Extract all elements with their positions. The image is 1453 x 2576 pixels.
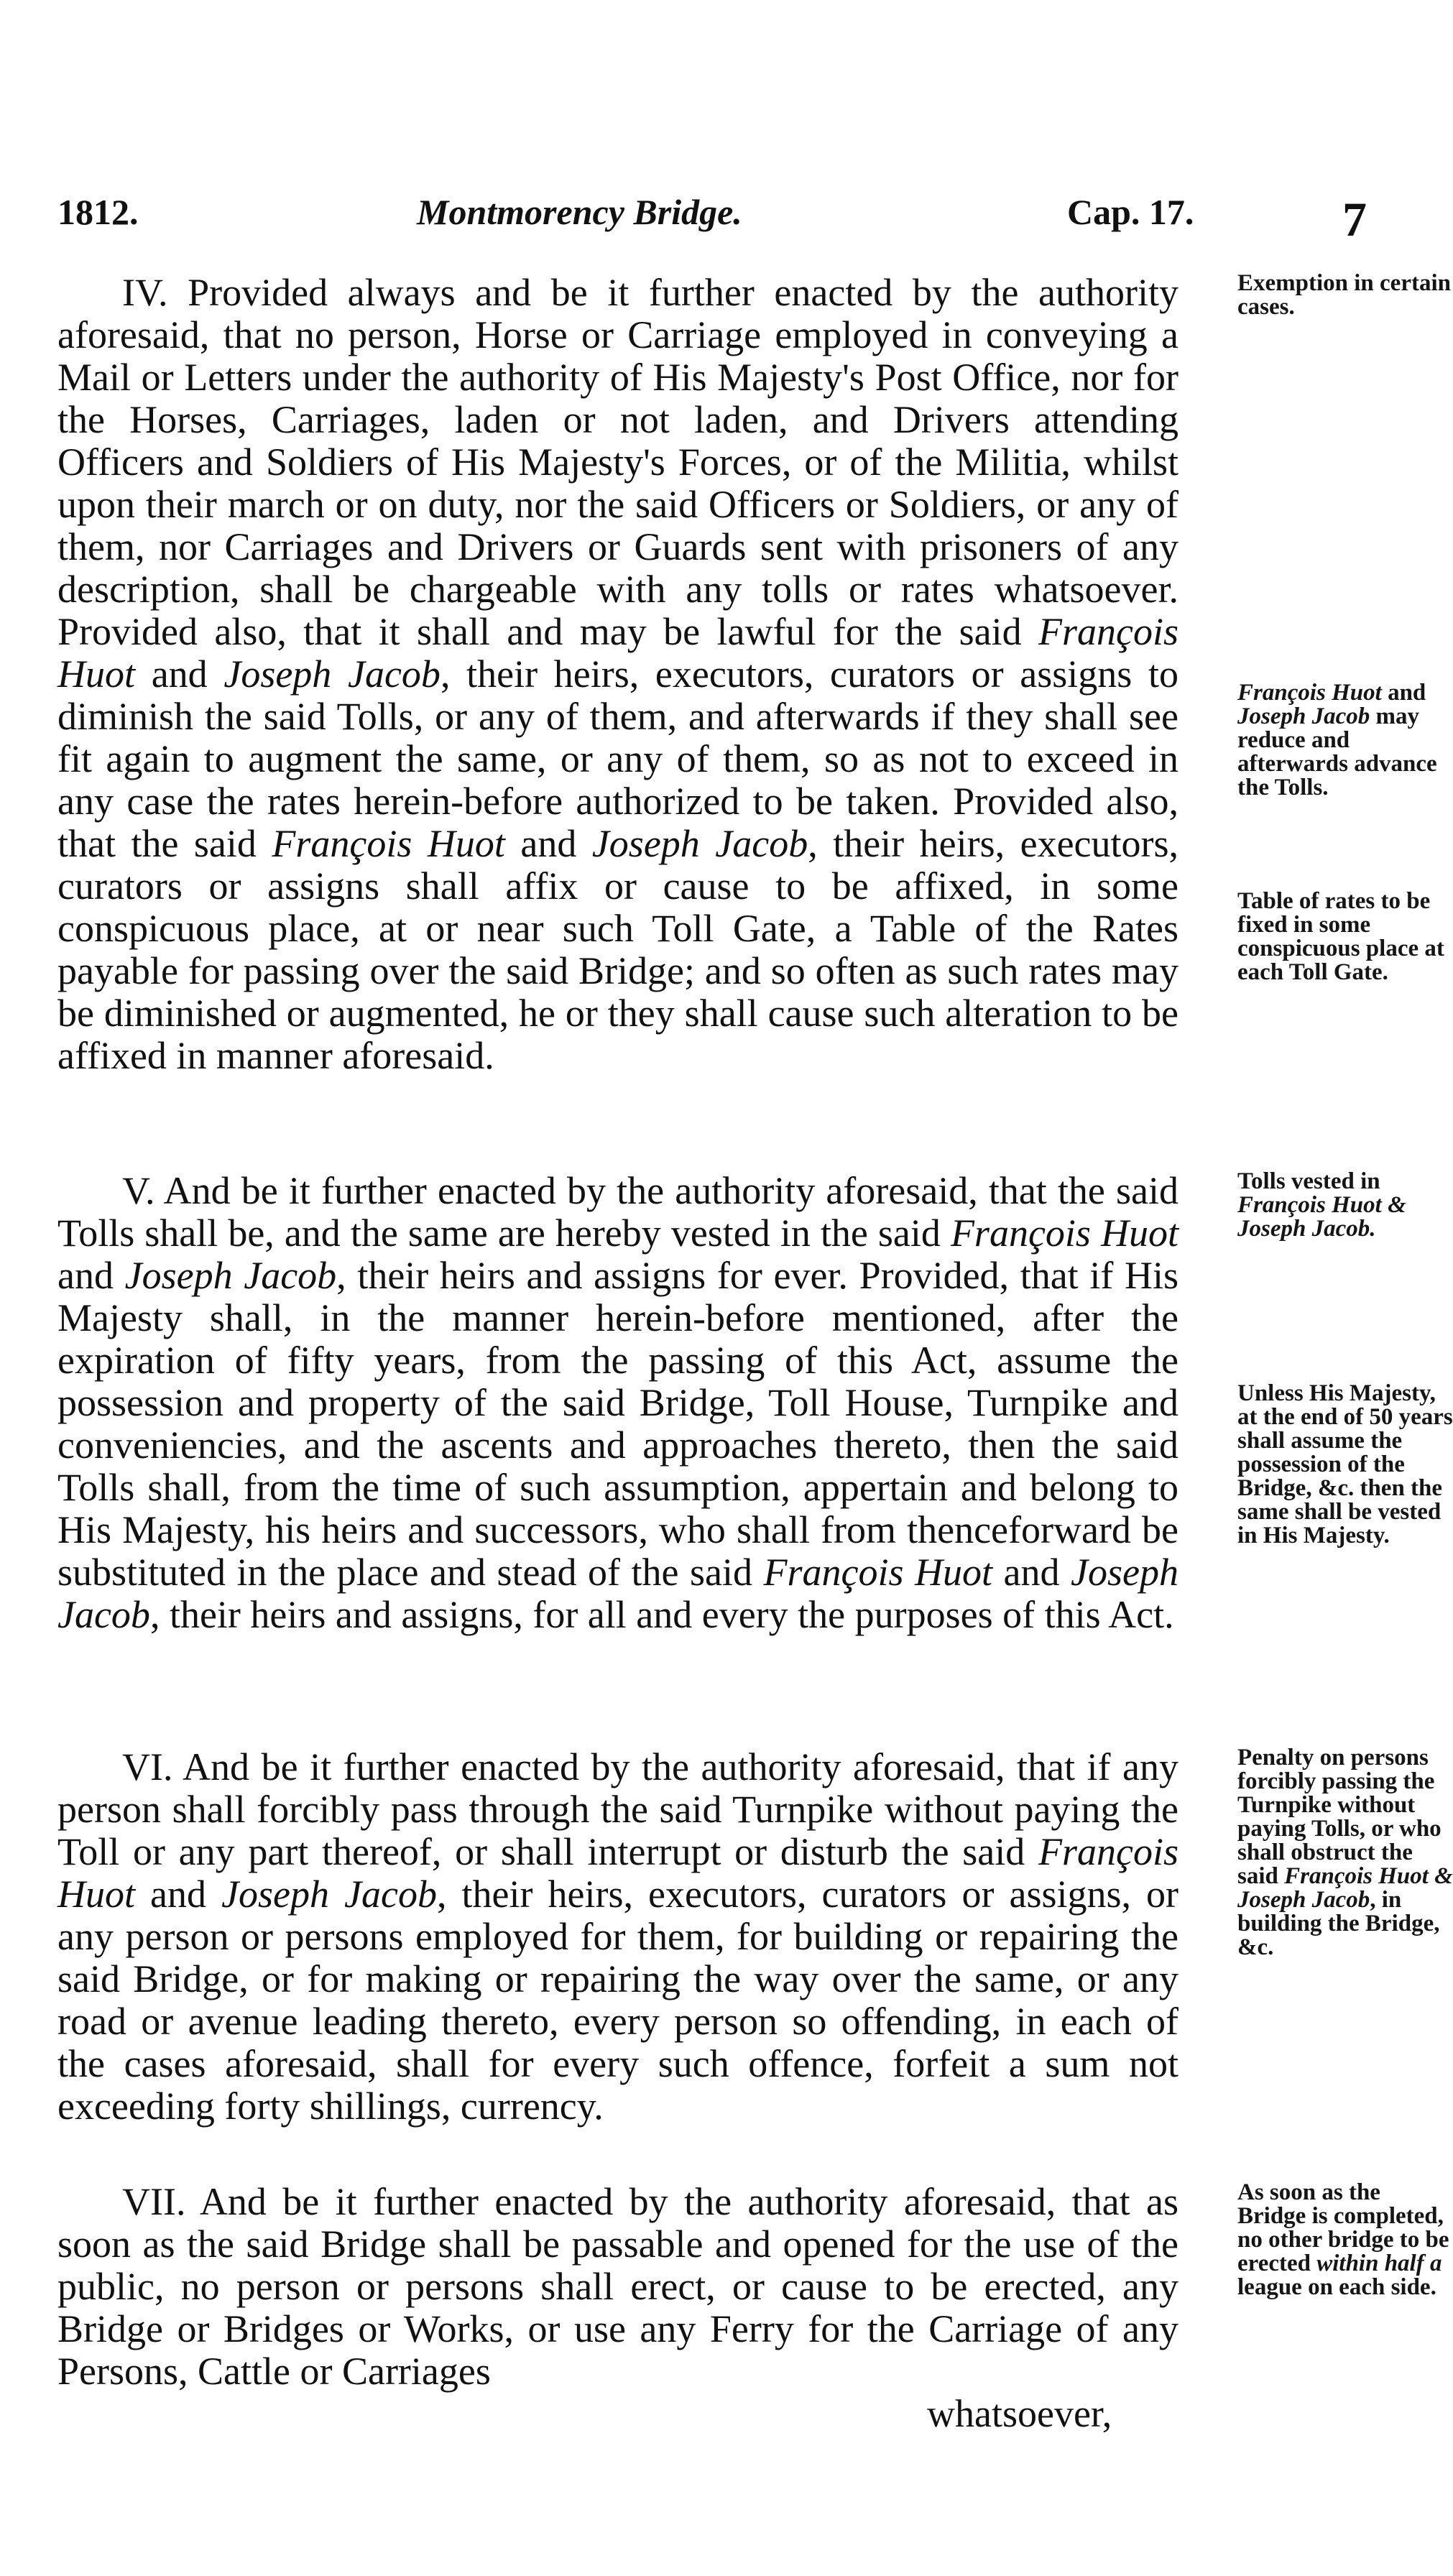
margin-note: Unless His Majesty, at the end of 50 years shall assume the possession of the Bridge, &c. then the same shall be vested in His Majesty.: [1237, 1380, 1453, 1548]
section-iv: [57, 270, 1451, 1077]
running-header: [57, 191, 1387, 256]
margin-note: As soon as the Bridge is completed, no other bridge to be erected within half a league on each side.: [1237, 2179, 1449, 2300]
margin-note: Tolls vested in François Huot & Joseph Jacob.: [1237, 1168, 1406, 1242]
header-title: Montmorency Bridge.: [417, 192, 742, 232]
section-vii: [57, 2179, 1449, 2393]
margin-note: Exemption in certain cases.: [1237, 270, 1451, 320]
margin-note: Table of rates to be fixed in some conspicuous place at each Toll Gate.: [1237, 888, 1444, 985]
section-body: IV. Provided always and be it further enacted by the authority aforesaid, that no person, Horse or Carriage employed in conveying a Mail or Letters under the authority of His Majesty's Post Office, nor for the Horses, Carriages, laden or not laden, and Drivers attending Officers and Soldiers of His Majesty's Forces, or of the Militia, whilst upon their march or on duty, nor the said Officers or Soldiers, or any of them, nor Carriages and Drivers or Guards sent with prisoners of any description, shall be chargeable with any tolls or rates whatsoever. Provided also, that it shall and may be lawful for the said François Huot and Joseph Jacob, their heirs, executors, curators or assigns to diminish the said Tolls, or any of them, and afterwards if they shall see fit again to augment the same, or any of them, so as not to exceed in any case the rates herein-before authorized to be taken. Provided also, that the said François Huot and Joseph Jacob, their heirs, executors, curators or assigns shall affix or cause to be affixed, in some conspicuous place, at or near such Toll Gate, a Table of the Rates payable for passing over the said Bridge; and so often as such rates may be diminished or augmented, he or they shall cause such alteration to be affixed in manner aforesaid.: [57, 271, 1179, 1077]
section-body: V. And be it further enacted by the authority aforesaid, that the said Tolls shall be, and the same are hereby vested in the said François Huot and Joseph Jacob, their heirs and assigns for ever. Provided, that if His Majesty shall, in the manner herein-before mentioned, after the expiration of fifty years, from the passing of this Act, assume the possession and property of the said Bridge, Toll House, Turnpike and conveniencies, and the ascents and approaches thereto, then the said Tolls shall, from the time of such assumption, appertain and belong to His Majesty, his heirs and successors, who shall from thenceforward be substituted in the place and stead of the said François Huot and Joseph Jacob, their heirs and assigns, for all and every the purposes of this Act.: [57, 1169, 1178, 1636]
section-body: VI. And be it further enacted by the authority aforesaid, that if any person shall forcibly pass through the said Turnpike without paying the Toll or any part thereof, or shall interrupt or disturb the said François Huot and Joseph Jacob, their heirs, executors, curators or assigns, or any person or persons employed for them, for building or repairing the said Bridge, or for making or repairing the way over the same, or any road or avenue leading thereto, every person so offending, in each of the cases aforesaid, shall for every such offence, forfeit a sum not exceeding forty shillings, currency.: [57, 1745, 1179, 2128]
catchword: whatsoever,: [927, 2392, 1112, 2435]
header-year: 1812.: [57, 192, 139, 232]
page-number: 7: [1342, 192, 1367, 246]
margin-note: Penalty on persons forcibly passing the Turnpike without paying Tolls, or who shall obstruct the said François Huot & Joseph Jacob, in building the Bridge, &c.: [1237, 1745, 1453, 1960]
section-v: [57, 1168, 1453, 1636]
header-chapter: Cap. 17.: [1067, 192, 1194, 232]
section-vi: [57, 1745, 1453, 2128]
section-body: VII. And be it further enacted by the authority aforesaid, that as soon as the said Bridge shall be passable and opened for the use of the public, no person or persons shall erect, or cause to be erected, any Bridge or Bridges or Works, or use any Ferry for the Carriage of any Persons, Cattle or Carriages: [57, 2180, 1178, 2393]
margin-note: François Huot and Joseph Jacob may reduce and afterwards advance the Tolls.: [1237, 680, 1437, 800]
